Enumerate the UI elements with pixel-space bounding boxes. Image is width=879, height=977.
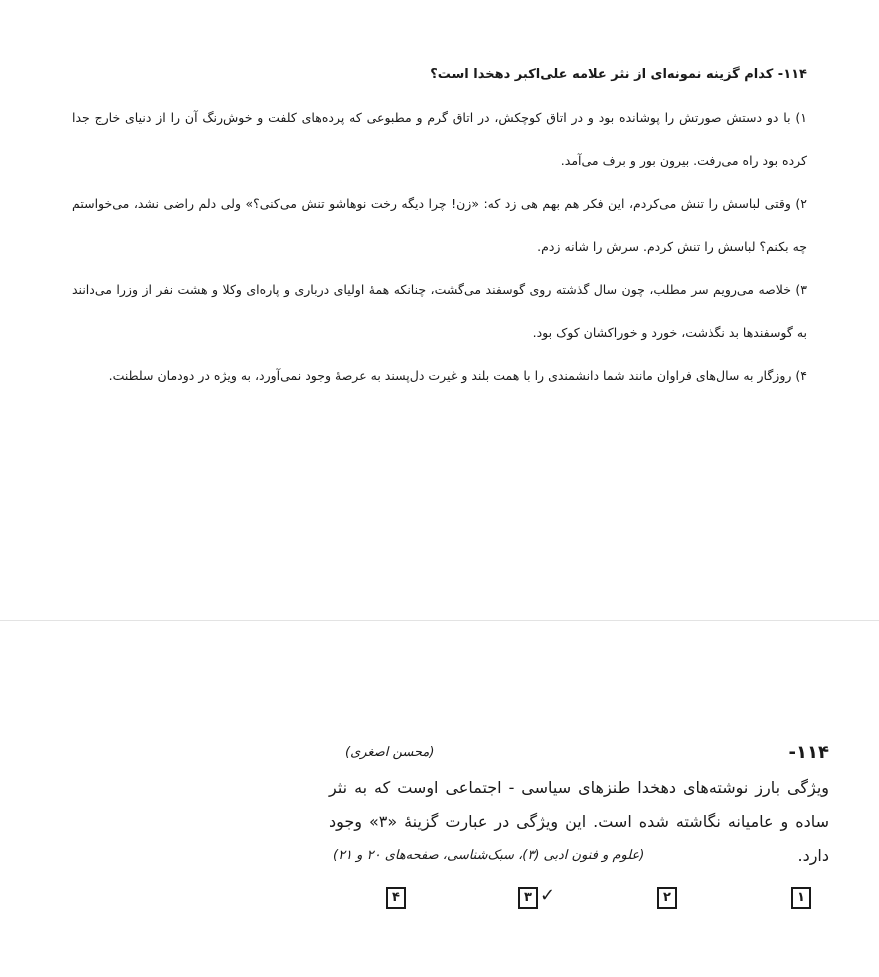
- option-3: ۳) خلاصه می‌رویم سر مطلب، چون سال گذشته روی گوسفند می‌گشت، چنانکه همهٔ اولیای درباری و پاره‌ای وکلا و هشت نفر از وزرا می‌دانند به گوسفندها بد نگذشت، خورد و خوراکشان کوک بود.: [72, 282, 807, 340]
- check-mark-icon: ✓: [540, 885, 556, 906]
- page-divider: [0, 620, 879, 621]
- answer-block: [329, 735, 829, 873]
- answer-reference: (علوم و فنون ادبی (۳)، سبک‌شناسی، صفحه‌های ۲۰ و ۲۱): [333, 848, 645, 863]
- question-title: ۱۱۴- کدام گزینه نمونه‌ای از نثر علامه علی‌اکبر دهخدا است؟: [430, 67, 807, 82]
- question-block: [72, 60, 807, 397]
- answer-text: ویژگی بارز نوشته‌های دهخدا طنزهای سیاسی - اجتماعی اوست که به نثر ساده و عامیانه نگاشته شده است. این ویژگی در عبارت گزینهٔ «۳» وجود دارد.: [329, 778, 829, 865]
- answer-header: [329, 735, 829, 769]
- choice-box-2: ۲: [657, 887, 677, 909]
- choice-box-1: ۱: [791, 887, 811, 909]
- choice-box-3-correct: ۳: [518, 887, 538, 909]
- choice-box-4: ۴: [386, 887, 406, 909]
- answer-author: (محسن اصغری): [345, 744, 435, 760]
- option-1: ۱) با دو دستش صورتش را پوشانده بود و در اتاق کوچکش، در اتاق گرم و مطبوعی که پرده‌های کلفت و خوش‌رنگ آن را از دنیای خارج جدا کرده بود راه می‌رفت. بیرون بور و برف می‌آمد.: [72, 110, 807, 168]
- option-2: ۲) وقتی لباسش را تنش می‌کردم، این فکر هم بهم هی زد که: «زن! چرا دیگه رخت نوهاشو تنش می‌کنی؟» ولی دلم راضی نشد، می‌خواستم چه بکنم؟ لباسش را تنش کردم. سرش را شانه زدم.: [72, 196, 807, 254]
- option-4: ۴) روزگار به سال‌های فراوان مانند شما دانشمندی را با همت بلند و غیرت دل‌پسند به عرصهٔ وجود نمی‌آورد، به ویژه در دودمان سلطنت.: [108, 368, 807, 383]
- answer-number: ۱۱۴-: [788, 741, 829, 763]
- answer-choices: [0, 887, 879, 915]
- answer-explanation: [329, 771, 829, 873]
